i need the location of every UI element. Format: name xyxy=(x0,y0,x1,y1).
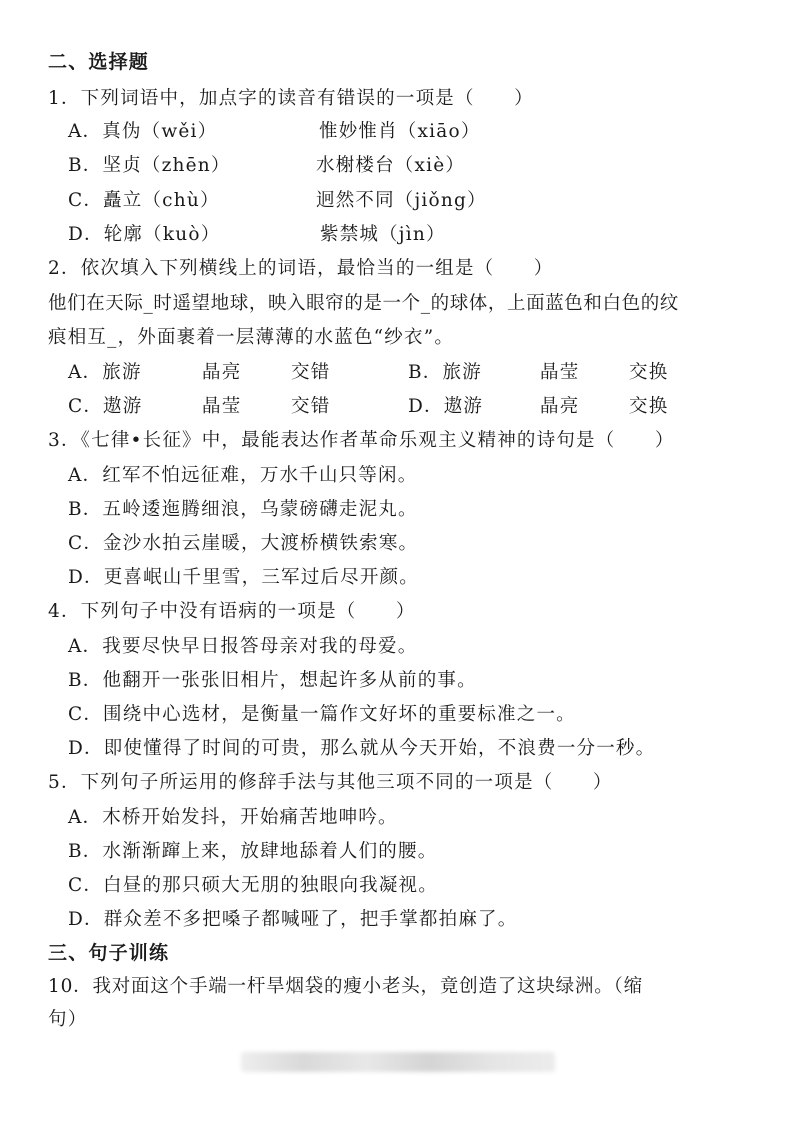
q5-option-c: C．白昼的那只硕大无朋的独眼向我凝视。 xyxy=(68,875,438,896)
question-5-stem: 5．下列句子所运用的修辞手法与其他三项不同的一项是（ ） xyxy=(48,772,613,793)
q2-option-b-word3: 交换 xyxy=(629,362,669,383)
section-heading-sentence-training: 三、句子训练 xyxy=(48,942,170,964)
q1-option-c: C．矗立（chù） xyxy=(68,190,220,211)
q2-option-d-word2: 晶亮 xyxy=(540,396,580,417)
q2-option-c-word3: 交错 xyxy=(291,396,331,417)
q4-option-a: A．我要尽快早日报答母亲对我的母爱。 xyxy=(68,636,418,657)
q3-option-c: C．金沙水拍云崖暖，大渡桥横铁索寒。 xyxy=(68,533,419,554)
question-1-stem: 1．下列词语中，加点字的读音有错误的一项是（ ） xyxy=(48,88,534,109)
q4-option-c: C．围绕中心选材，是衡量一篇作文好坏的重要标准之一。 xyxy=(68,704,576,725)
section-heading-choice: 二、选择题 xyxy=(48,51,150,73)
q3-option-a: A．红军不怕远征难，万水千山只等闲。 xyxy=(68,465,418,486)
q2-option-d-label: D．遨游 xyxy=(408,396,484,417)
q2-option-d-word3: 交换 xyxy=(629,396,669,417)
q1-option-b: B．坚贞（zhēn） xyxy=(68,155,231,176)
q5-option-d: D．群众差不多把嗓子都喊哑了，把手掌都拍麻了。 xyxy=(68,909,518,930)
q5-option-b: B．水渐渐蹿上来，放肆地舔着人们的腰。 xyxy=(68,841,438,862)
q2-option-c-word2: 晶莹 xyxy=(202,396,242,417)
q5-option-a: A．木桥开始发抖，开始痛苦地呻吟。 xyxy=(68,807,398,828)
q2-option-a-label: A．旅游 xyxy=(68,362,142,383)
q3-option-d: D．更喜岷山千里雪，三军过后尽开颜。 xyxy=(68,567,419,588)
q2-option-b-label: B．旅游 xyxy=(408,362,482,383)
question-10-line-2: 句） xyxy=(48,1009,88,1030)
question-2-stem: 2．依次填入下列横线上的词语，最恰当的一组是（ ） xyxy=(48,258,554,279)
question-4-stem: 4．下列句子中没有语病的一项是（ ） xyxy=(48,601,416,622)
question-2-passage-line-1: 他们在天际_时遥望地球，映入眼帘的是一个_的球体，上面蓝色和白色的纹 xyxy=(48,293,679,314)
q2-option-c-label: C．遨游 xyxy=(68,396,143,417)
q2-option-b-word2: 晶莹 xyxy=(540,362,580,383)
q4-option-b: B．他翻开一张张旧相片，想起许多从前的事。 xyxy=(68,670,477,691)
q3-option-b: B．五岭逶迤腾细浪，乌蒙磅礴走泥丸。 xyxy=(68,499,418,520)
q2-option-a-word2: 晶亮 xyxy=(202,362,242,383)
question-3-stem: 3．《七律•长征》中，最能表达作者革命乐观主义精神的诗句是（ ） xyxy=(48,430,675,451)
question-10-line-1: 10．我对面这个手端一杆旱烟袋的瘦小老头，竟创造了这块绿洲。（缩 xyxy=(48,976,643,997)
q2-option-a-word3: 交错 xyxy=(291,362,331,383)
q1-option-c-second: 迥然不同（jiǒng） xyxy=(316,190,487,211)
q1-option-b-second: 水榭楼台（xiè） xyxy=(316,155,466,176)
q1-option-a-second: 惟妙惟肖（xiāo） xyxy=(319,121,481,142)
blurred-footer-watermark xyxy=(241,1052,555,1072)
q1-option-d-second: 紫禁城（jìn） xyxy=(320,224,446,245)
q4-option-d: D．即使懂得了时间的可贵，那么就从今天开始，不浪费一分一秒。 xyxy=(68,738,656,759)
q1-option-d: D．轮廓（kuò） xyxy=(68,224,221,245)
question-2-passage-line-2: 痕相互_，外面裹着一层薄薄的水蓝色“纱衣”。 xyxy=(48,327,455,348)
q1-option-a: A．真伪（wěi） xyxy=(68,121,218,142)
